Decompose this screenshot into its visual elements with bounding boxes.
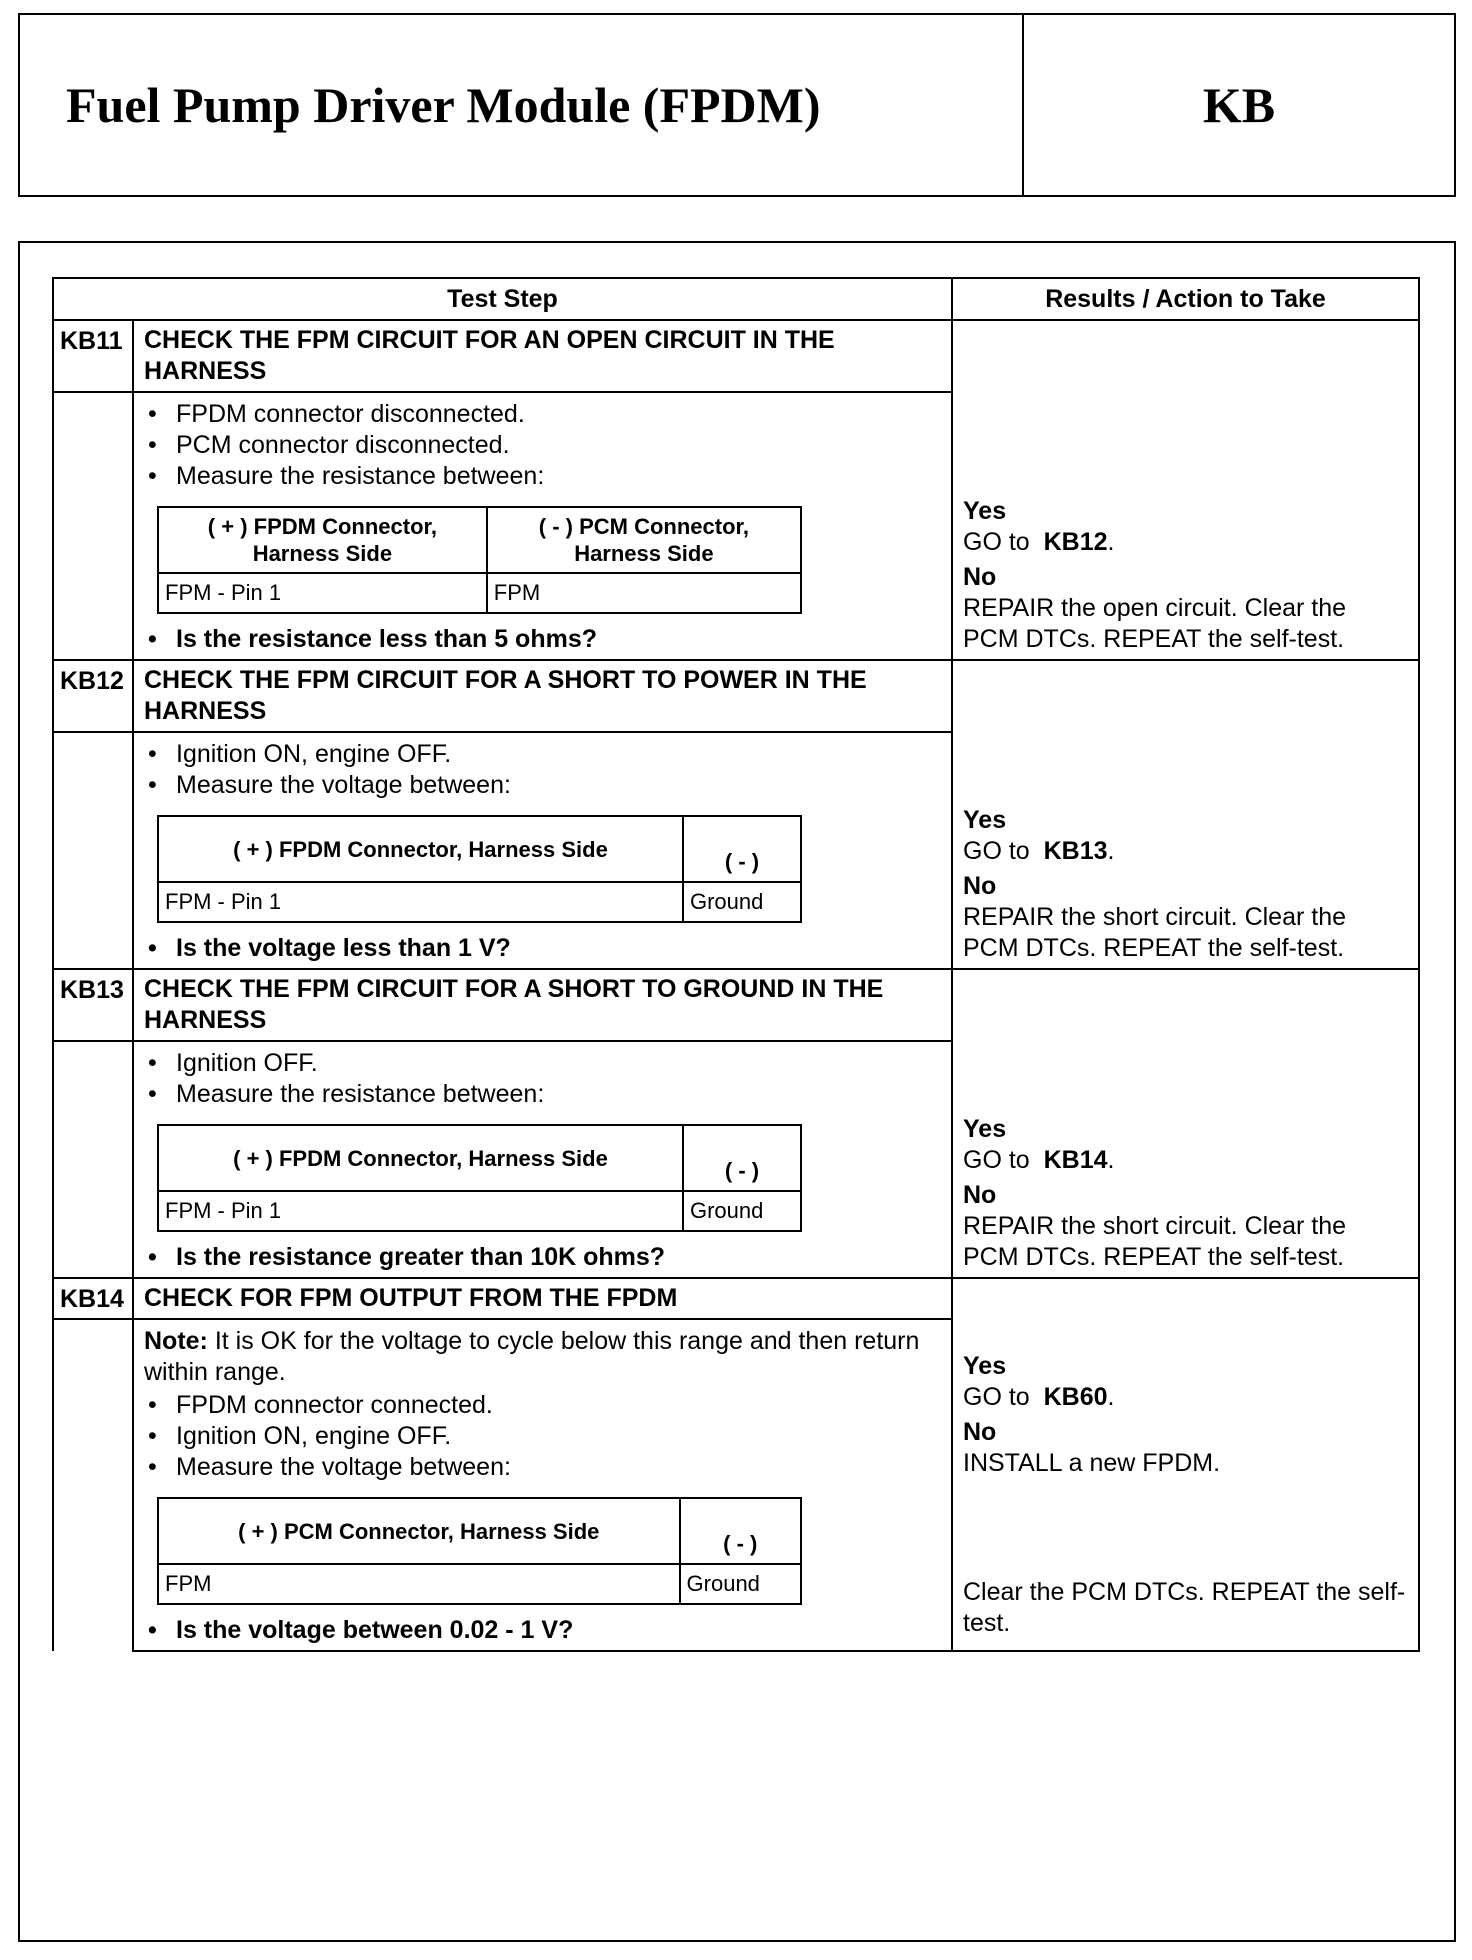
sub-cell-1: FPM - Pin 1	[158, 573, 487, 613]
step-kb11-title-row	[53, 320, 1419, 392]
step-results	[952, 320, 1419, 660]
step-bullets	[134, 1048, 951, 1110]
list-item: • Ignition ON, engine OFF.	[144, 739, 951, 770]
sub-header-1: ( + ) FPDM Connector, Harness Side	[158, 507, 487, 573]
step-results	[952, 969, 1419, 1278]
table-header-row	[53, 278, 1419, 320]
measurement-table	[157, 1497, 802, 1605]
yes-label: Yes	[963, 806, 1007, 834]
sub-cell-1: FPM	[158, 1564, 680, 1604]
step-kb13-title-row	[53, 969, 1419, 1041]
sub-cell-2: Ground	[680, 1564, 801, 1604]
step-results	[952, 1278, 1419, 1651]
no-label: No	[963, 1181, 997, 1209]
list-item: • Measure the voltage between:	[144, 1452, 951, 1483]
step-body	[133, 392, 952, 660]
measurement-table	[157, 506, 802, 614]
sub-cell-1: FPM - Pin 1	[158, 882, 683, 922]
step-title: CHECK THE FPM CIRCUIT FOR AN OPEN CIRCUIT IN THE HARNESS	[133, 320, 952, 392]
no-label: No	[963, 1418, 997, 1446]
step-bullets	[134, 739, 951, 801]
no-action: REPAIR the open circuit. Clear the PCM DTCs. REPEAT the self-test.	[963, 594, 1347, 653]
sub-cell-2: FPM	[487, 573, 801, 613]
note-label: Note:	[144, 1327, 208, 1355]
yes-label: Yes	[963, 1352, 1007, 1380]
no-action: REPAIR the short circuit. Clear the PCM DTCs. REPEAT the self-test.	[963, 903, 1347, 962]
step-results	[952, 660, 1419, 969]
list-item: • PCM connector disconnected.	[144, 430, 951, 461]
step-body	[133, 1041, 952, 1278]
sub-cell-1: FPM - Pin 1	[158, 1191, 683, 1231]
step-body	[133, 1319, 952, 1651]
step-question: • Is the voltage between 0.02 - 1 V?	[144, 1615, 951, 1646]
step-id: KB11	[53, 320, 133, 392]
step-kb14-title-row	[53, 1278, 1419, 1319]
step-note	[134, 1320, 951, 1388]
list-item: • Ignition OFF.	[144, 1048, 951, 1079]
sub-cell-2: Ground	[683, 882, 801, 922]
step-question: • Is the resistance less than 5 ohms?	[144, 624, 951, 655]
page-header	[18, 13, 1456, 197]
sub-cell-2: Ground	[683, 1191, 801, 1231]
yes-label: Yes	[963, 497, 1007, 525]
step-kb12-title-row	[53, 660, 1419, 732]
step-id: KB13	[53, 969, 133, 1041]
yes-action: GO to KB13.	[963, 837, 1115, 865]
sub-header-1: ( + ) FPDM Connector, Harness Side	[158, 816, 683, 882]
col-results: Results / Action to Take	[952, 278, 1419, 320]
sub-header-2: ( - )	[683, 816, 801, 882]
no-action: REPAIR the short circuit. Clear the PCM DTCs. REPEAT the self-test.	[963, 1212, 1347, 1271]
step-question: • Is the resistance greater than 10K ohms?	[144, 1242, 951, 1273]
step-bullets	[134, 399, 951, 492]
col-test-step: Test Step	[53, 278, 952, 320]
step-title: CHECK THE FPM CIRCUIT FOR A SHORT TO POWER IN THE HARNESS	[133, 660, 952, 732]
list-item: • Measure the resistance between:	[144, 461, 951, 492]
step-title: CHECK FOR FPM OUTPUT FROM THE FPDM	[133, 1278, 952, 1319]
section-code: KB	[1202, 77, 1276, 133]
yes-action: GO to KB14.	[963, 1146, 1115, 1174]
sub-header-1: ( + ) FPDM Connector, Harness Side	[158, 1125, 683, 1191]
sub-header-2: ( - )	[680, 1498, 801, 1564]
yes-label: Yes	[963, 1115, 1007, 1143]
yes-action: GO to KB60.	[963, 1383, 1115, 1411]
note-text: It is OK for the voltage to cycle below this range and then return within range.	[144, 1327, 920, 1386]
sub-header-2: ( - )	[683, 1125, 801, 1191]
no-action: INSTALL a new FPDM.	[963, 1449, 1221, 1477]
sub-header-2: ( - ) PCM Connector, Harness Side	[487, 507, 801, 573]
step-title: CHECK THE FPM CIRCUIT FOR A SHORT TO GROUND IN THE HARNESS	[133, 969, 952, 1041]
list-item: • Ignition ON, engine OFF.	[144, 1421, 951, 1452]
list-item: • FPDM connector connected.	[144, 1390, 951, 1421]
step-id: KB14	[53, 1278, 133, 1319]
measurement-table	[157, 815, 802, 923]
no-label: No	[963, 563, 997, 591]
footer-action: Clear the PCM DTCs. REPEAT the self-test.	[963, 1578, 1406, 1637]
page-title: Fuel Pump Driver Module (FPDM)	[20, 15, 1024, 195]
list-item: • Measure the voltage between:	[144, 770, 951, 801]
step-bullets	[134, 1390, 951, 1483]
test-step-table	[52, 277, 1420, 1652]
sub-header-1: ( + ) PCM Connector, Harness Side	[158, 1498, 680, 1564]
step-id: KB12	[53, 660, 133, 732]
measurement-table	[157, 1124, 802, 1232]
yes-action: GO to KB12.	[963, 528, 1115, 556]
no-label: No	[963, 872, 997, 900]
step-body	[133, 732, 952, 969]
list-item: • FPDM connector disconnected.	[144, 399, 951, 430]
step-question: • Is the voltage less than 1 V?	[144, 933, 951, 964]
list-item: • Measure the resistance between:	[144, 1079, 951, 1110]
